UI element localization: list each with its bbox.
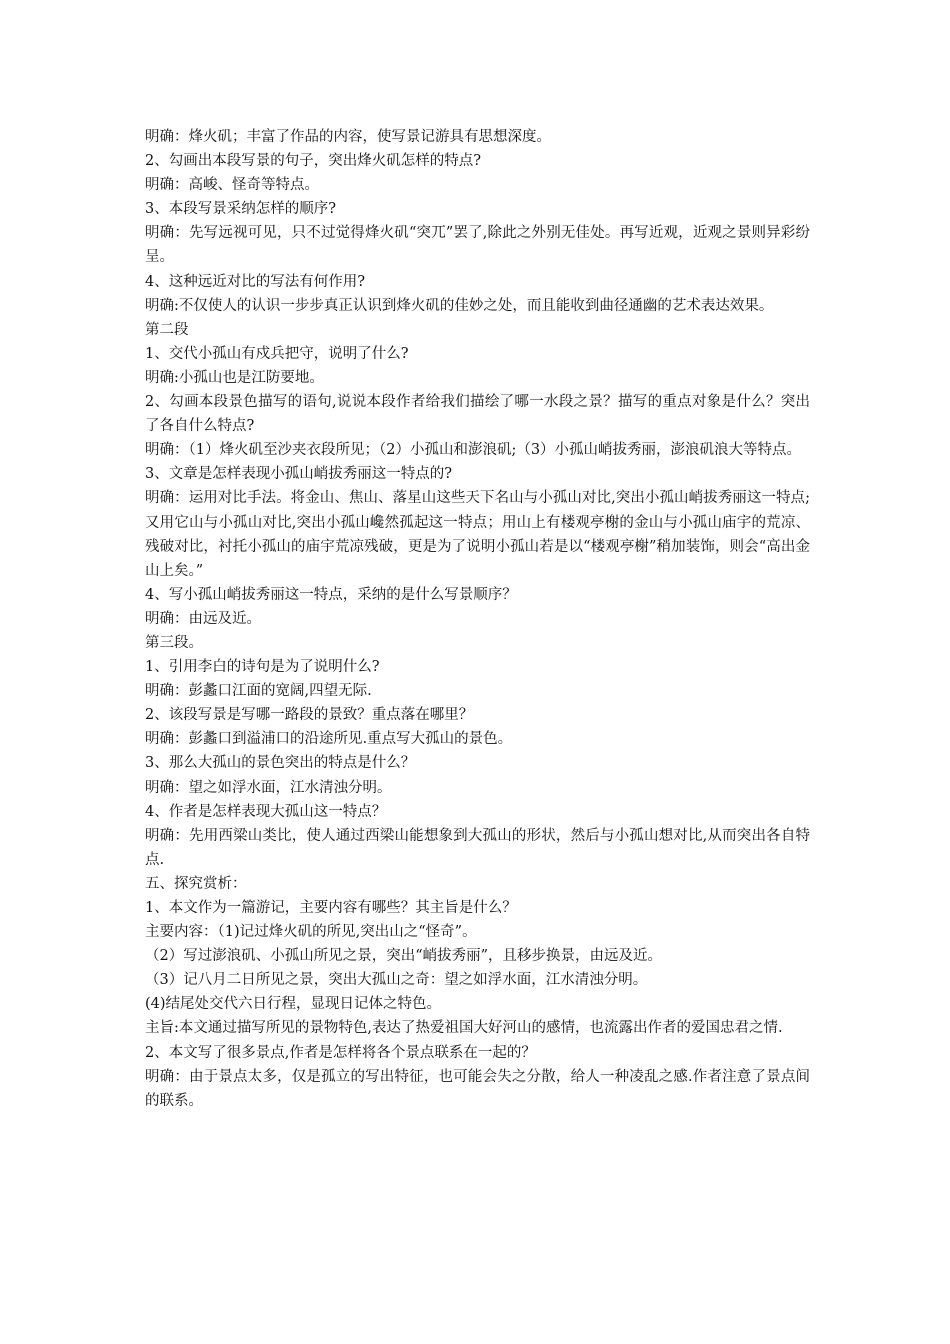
paragraph-34: 明确：由于景点太多，仅是孤立的写出特征，也可能会失之分散，给人一种凌乱之感.作者注意了景点间的联系。	[145, 1068, 810, 1109]
paragraph-22: 3、那么大孤山的景色突出的特点是什么？	[145, 755, 416, 772]
paragraph-19: 明确：彭蠡口江面的宽阔,四望无际.	[145, 683, 372, 700]
paragraph-13: 3、文章是怎样表现小孤山峭拔秀丽这一特点的?	[145, 466, 452, 483]
paragraph-33: 2、本文写了很多景点,作者是怎样将各个景点联系在一起的？	[145, 1044, 536, 1061]
paragraph-25: 明确：先用西梁山类比，使人通过西梁山能想象到大孤山的形状，然后与小孤山想对比,从而突出各自特点.	[145, 827, 810, 868]
section-heading-2: 第二段	[145, 321, 189, 338]
paragraph-32: 主旨:本文通过描写所见的景物特色,表达了热爱祖国大好河山的感情，也流露出作者的爱国忠君之情.	[145, 1020, 783, 1037]
paragraph-11: 2、勾画本段景色描写的语句,说说本段作者给我们描绘了哪一水段之景？描写的重点对象是什么？突出了各自什么特点?	[145, 394, 810, 435]
paragraph-14: 明确：运用对比手法。将金山、焦山、落星山这些天下名山与小孤山对比,突出小孤山峭拔秀丽这一特点;又用它山与小孤山对比,突出小孤山巉然孤起这一特点；用山上有楼观亭榭的金山与小孤山庙宇的荒凉、残破对比，衬托小孤山的庙宇荒凉残破，更是为了说明小孤山若是以“楼观亭榭”稍加装饰，则会“高出金山上矣。”	[145, 490, 810, 579]
paragraph-7: 明确:不仅使人的认识一步步真正认识到烽火矶的佳妙之处，而且能收到曲径通幽的艺术表达效果。	[145, 297, 774, 314]
paragraph-21: 明确：彭蠡口到溢浦口的沿途所见.重点写大孤山的景色。	[145, 731, 513, 748]
section-heading-5: 五、探究赏析：	[145, 875, 247, 892]
paragraph-18: 1、引用李白的诗句是为了说明什么?	[145, 659, 380, 676]
paragraph-9: 1、交代小孤山有戍兵把守，说明了什么?	[145, 345, 409, 362]
paragraph-12: 明确：（1）烽火矶至沙夹衣段所见；（2）小孤山和澎浪矶;（3）小孤山峭拔秀丽，澎浪矶浪大等特点。	[145, 442, 802, 459]
paragraph-29: （2）写过澎浪矶、小孤山所见之景，突出“峭拔秀丽”，且移步换景，由远及近。	[145, 948, 663, 965]
paragraph-6: 4、这种远近对比的写法有何作用?	[145, 273, 365, 290]
paragraph-24: 4、作者是怎样表现大孤山这一特点？	[145, 803, 387, 820]
paragraph-31: (4)结尾处交代六日行程，显现日记体之特色。	[145, 996, 442, 1013]
section-heading-3: 第三段。	[145, 634, 203, 651]
paragraph-16: 明确：由远及近。	[145, 610, 261, 627]
paragraph-27: 1、本文作为一篇游记，主要内容有哪些？其主旨是什么？	[145, 900, 517, 916]
document-body	[145, 125, 810, 1113]
paragraph-28: 主要内容：（1)记过烽火矶的所见,突出山之“怪奇”。	[145, 924, 477, 941]
paragraph-23: 明确：望之如浮水面，江水清浊分明。	[145, 779, 392, 796]
paragraph-10: 明确:小孤山也是江防要地。	[145, 369, 324, 386]
paragraph-1: 明确：烽火矶；丰富了作品的内容，使写景记游具有思想深度。	[145, 129, 551, 145]
paragraph-30: （3）记八月二日所见之景，突出大孤山之奇：望之如浮水面，江水清浊分明。	[145, 972, 648, 989]
paragraph-20: 2、该段写景是写哪一路段的景致？重点落在哪里？	[145, 707, 474, 724]
paragraph-2: 2、勾画出本段写景的句子，突出烽火矶怎样的特点?	[145, 153, 481, 170]
paragraph-3: 明确：高峻、怪奇等特点。	[145, 177, 319, 194]
paragraph-5: 明确：先写远视可见，只不过觉得烽火矶“突兀”罢了,除此之外别无佳处。再写近观，近观之景则异彩纷呈。	[145, 225, 810, 266]
paragraph-4: 3、本段写景采纳怎样的顺序?	[145, 201, 336, 218]
paragraph-15: 4、写小孤山峭拔秀丽这一特点，采纳的是什么写景顺序？	[145, 586, 517, 603]
